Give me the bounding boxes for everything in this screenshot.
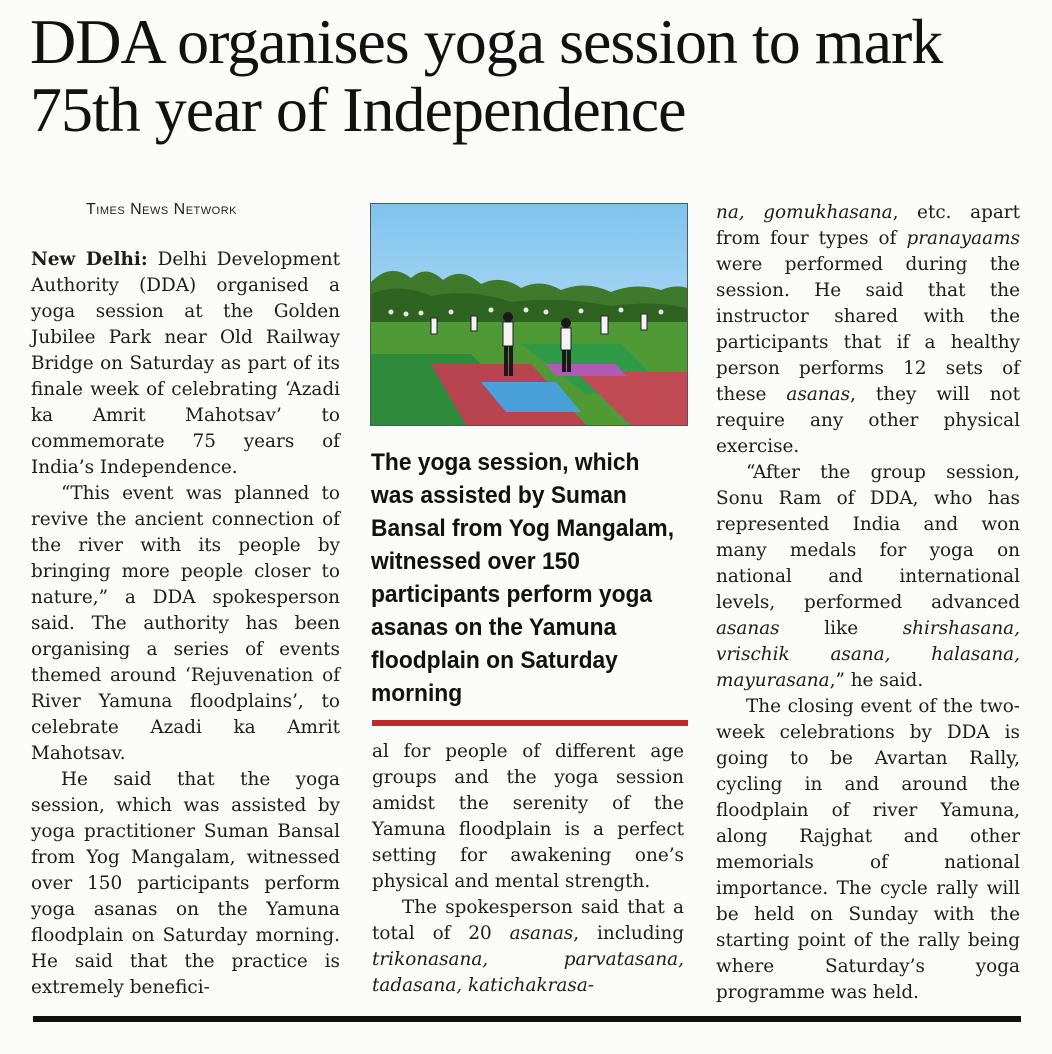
article-column-3 xyxy=(716,200,1020,1006)
paragraph-text: Delhi Development Authority (DDA) organised a yoga session at the Golden Jubilee Park near Old Railway Bridge on Saturday as part of its finale week of celebrating ‘Azadi ka Amrit Mahotsav’ to commemorate 75 years of India’s Independence. xyxy=(31,249,340,478)
pull-quote: The yoga session, which was assisted by Suman Bansal from Yog Mangalam, witnessed over 150 participants perform yoga asanas on the Yamuna floodplain on Saturday morning xyxy=(371,449,675,707)
paragraph: al for people of different age groups and the yoga session amidst the serenity of the Yamuna floodplain is a perfect setting for awakening one’s physical and mental strength. xyxy=(372,741,684,892)
paragraph: “This event was planned to revive the ancient connection of the river with its people by bringing more people closer to nature,” a DDA spokesperson said. The authority has been organising a series of events themed around ‘Rejuvenation of River Yamuna floodplains’, to celebrate Azadi ka Amrit Mahotsav. xyxy=(31,483,340,764)
paragraph xyxy=(716,460,1020,694)
paragraph-text: , including xyxy=(573,923,684,944)
paragraph-text: ,” he said. xyxy=(829,670,924,691)
byline: Times News Network xyxy=(86,201,237,218)
paragraph-text: , etc. apart from four types of xyxy=(716,202,1020,249)
italic-term: asanas xyxy=(509,923,574,944)
paragraph xyxy=(372,895,684,999)
paragraph-text: “After the group session, Sonu Ram of DDA, who has represented India and won many medals for yoga on national and international levels, performed advanced xyxy=(716,462,1020,613)
italic-term: asanas xyxy=(716,618,780,639)
dateline: New Delhi: xyxy=(31,249,148,270)
headline: DDA organises yoga session to mark 75th year of Independence xyxy=(30,6,943,145)
yoga-session-photo xyxy=(370,203,688,426)
italic-term: trikonasana, parvatasana, tadasana, katichakrasa- xyxy=(372,949,684,996)
article-column-2 xyxy=(372,739,684,999)
paragraph: He said that the yoga session, which was assisted by yoga practitioner Suman Bansal from Yog Mangalam, witnessed over 150 participants perform yoga asanas on the Yamuna floodplain on Saturday morning. He said that the practice is extremely benefici- xyxy=(31,769,340,998)
italic-term: shirshasana, vrischik asana, halasana, mayurasana xyxy=(716,618,1020,691)
red-divider-rule xyxy=(372,720,688,726)
paragraph xyxy=(31,247,340,481)
bottom-rule xyxy=(33,1016,1021,1022)
italic-term: pranayaams xyxy=(906,228,1020,249)
paragraph xyxy=(716,200,1020,460)
paragraph-text: were performed during the session. He said that the instructor shared with the participants that if a healthy person performs 12 sets of these xyxy=(716,254,1020,405)
paragraph-text: like xyxy=(779,618,903,639)
paragraph-text: , they will not require any other physical exercise. xyxy=(716,384,1020,457)
article-column-1 xyxy=(31,247,340,1001)
italic-term: asanas xyxy=(786,384,851,405)
italic-term: na, gomukhasana xyxy=(716,202,893,223)
paragraph-text: The spokesperson said that a total of 20 xyxy=(372,897,684,944)
paragraph: The closing event of the two-week celebrations by DDA is going to be Avartan Rally, cycling in and around the floodplain of river Yamuna, along Rajghat and other memorials of national importance. The cycle rally will be held on Sunday with the starting point of the rally being where Saturday’s yoga programme was held. xyxy=(716,696,1020,1003)
